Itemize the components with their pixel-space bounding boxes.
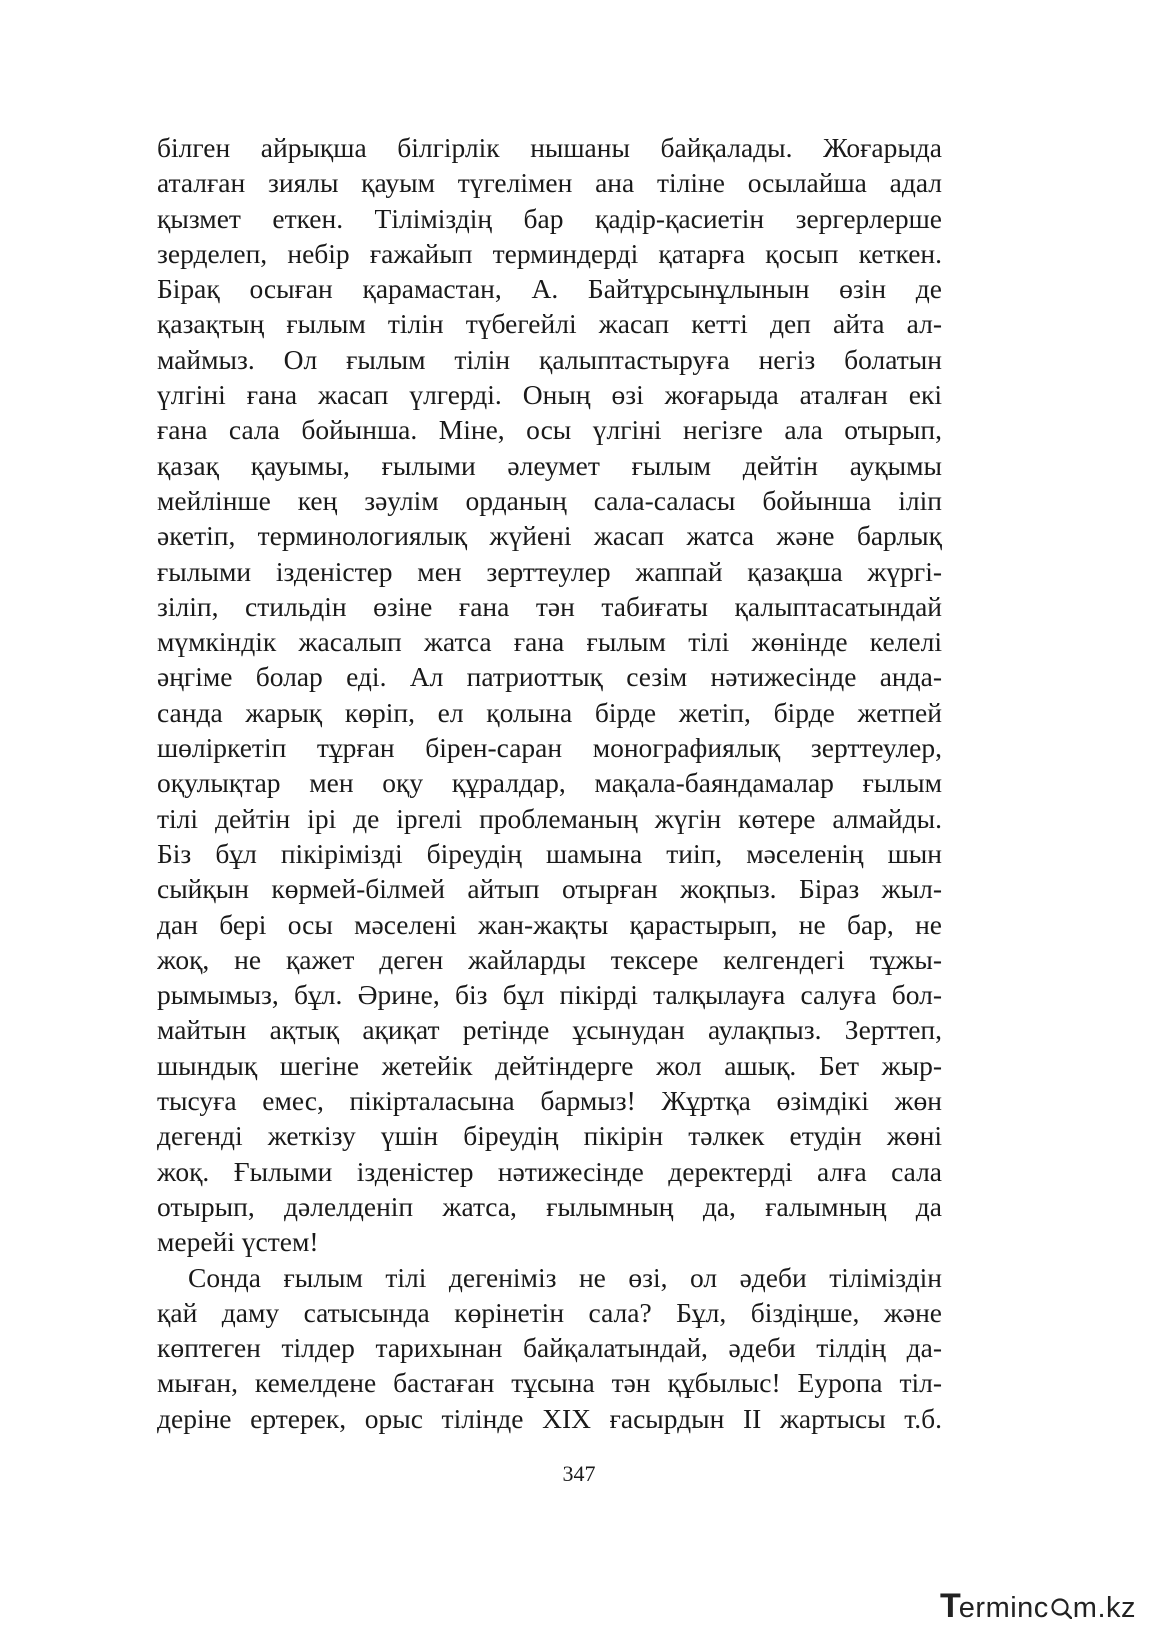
text-line: қазақтың ғылым тілін түбегейлі жасап кетті деп айта ал-: [157, 308, 942, 340]
termincom-watermark: [940, 1584, 1152, 1628]
text-line: қазақ қауымы, ғылыми әлеумет ғылым дейтін ауқымы: [157, 449, 942, 481]
text-line: қай даму сатысында көрінетін сала? Бұл, біздіңше, және: [157, 1296, 942, 1328]
text-line: әкетіп, терминологиялық жүйені жасап жатса және барлық: [157, 520, 942, 552]
text-line: аталған зиялы қауым түгелімен ана тіліне осылайша адал: [157, 167, 942, 199]
text-line: жоқ. Ғылыми ізденістер нәтижесінде деректерді алға сала: [157, 1155, 942, 1187]
text-line: дегенді жеткізу үшін біреудің пікірін тәлкек етудін жөні: [157, 1120, 942, 1152]
text-line: шындық шегіне жетейік дейтіндерге жол ашық. Бет жыр-: [157, 1049, 942, 1081]
text-line: маймыз. Ол ғылым тілін қалыптастыруға негіз болатын: [157, 343, 942, 375]
text-line: білген айрықша білгірлік нышаны байқалады. Жоғарыда: [157, 132, 942, 163]
paragraph-first-line: Сонда ғылым тілі дегеніміз не өзі, ол әдеби тіліміздін: [188, 1261, 942, 1293]
watermark-text-start: erminc: [958, 1592, 1049, 1624]
text-line: шөліркетіп тұрған бірен-саран монографиялық зерттеулер,: [157, 732, 942, 764]
text-line: зіліп, стильдін өзіне ғана тән табиғаты қалыптасатындай: [157, 590, 942, 622]
text-line: жоқ, не қажет деген жайларды тексере келгендегі тұжы-: [157, 943, 942, 975]
text-line: санда жарық көріп, ел қолына бірде жетіп, бірде жетпей: [157, 696, 942, 728]
text-line: ғылыми ізденістер мен зерттеулер жаппай қазақша жүргі-: [157, 555, 942, 587]
watermark-initial: T: [940, 1587, 959, 1625]
text-line: тысуға емес, пікірталасына бармыз! Жұртқа өзімдікі жөн: [157, 1085, 942, 1117]
magnifier-icon: [1050, 1597, 1072, 1619]
text-line: майтын ақтық ақиқат ретінде ұсынудан аулақпыз. Зерттеп,: [157, 1014, 942, 1046]
text-line: сыйқын көрмей-білмей айтып отырған жоқпыз. Біраз жыл-: [157, 873, 942, 905]
text-line: Біз бұл пікірімізді біреудің шамына тиіп, мәселенің шын: [157, 837, 942, 869]
text-line: мейлінше кең зәулім орданың сала-саласы бойынша іліп: [157, 484, 942, 516]
page-body-text: [157, 130, 942, 1436]
text-line: деріне ертерек, орыс тілінде XIX ғасырдын II жартысы т.б.: [157, 1402, 942, 1434]
text-line: отырып, дәлелденіп жатса, ғылымның да, ғалымның да: [157, 1190, 942, 1222]
text-line: ғана сала бойынша. Міне, осы үлгіні негізге ала отырып,: [157, 414, 942, 446]
text-line: рымымыз, бұл. Әрине, біз бұл пікірді талқылауға салуға бол-: [157, 979, 942, 1011]
page-number: 347: [562, 1461, 596, 1486]
text-line: үлгіні ғана жасап үлгерді. Оның өзі жоғарыда аталған екі: [157, 379, 942, 411]
text-line: зерделеп, небір ғажайып терминдерді қатарға қосып кеткен.: [157, 237, 942, 269]
text-line: тілі дейтін ірі де іргелі проблеманың жүгін көтере алмайды.: [157, 802, 942, 834]
text-line: мүмкіндік жасалып жатса ғана ғылым тілі жөнінде келелі: [157, 626, 942, 658]
text-line: мыған, кемелдене бастаған тұсына тән құбылыс! Еуропа тіл-: [157, 1367, 942, 1399]
paragraph-last-line: мерейі үстем!: [157, 1226, 319, 1258]
text-line: Бірақ осыған қарамастан, А. Байтұрсынұлынын өзін де: [157, 273, 942, 305]
text-line: көптеген тілдер тарихынан байқалатындай, әдеби тілдің да-: [157, 1332, 942, 1364]
text-line: қызмет еткен. Тіліміздің бар қадір-қасиетін зергерлерше: [157, 202, 942, 234]
text-line: оқулықтар мен оқу құралдар, мақала-баяндамалар ғылым: [157, 767, 942, 799]
watermark-text-end: m.kz: [1072, 1592, 1137, 1624]
text-line: дан бері осы мәселені жан-жақты қарастырып, не бар, не: [157, 908, 942, 940]
text-line: әңгіме болар еді. Ал патриоттық сезім нәтижесінде анда-: [157, 661, 942, 693]
